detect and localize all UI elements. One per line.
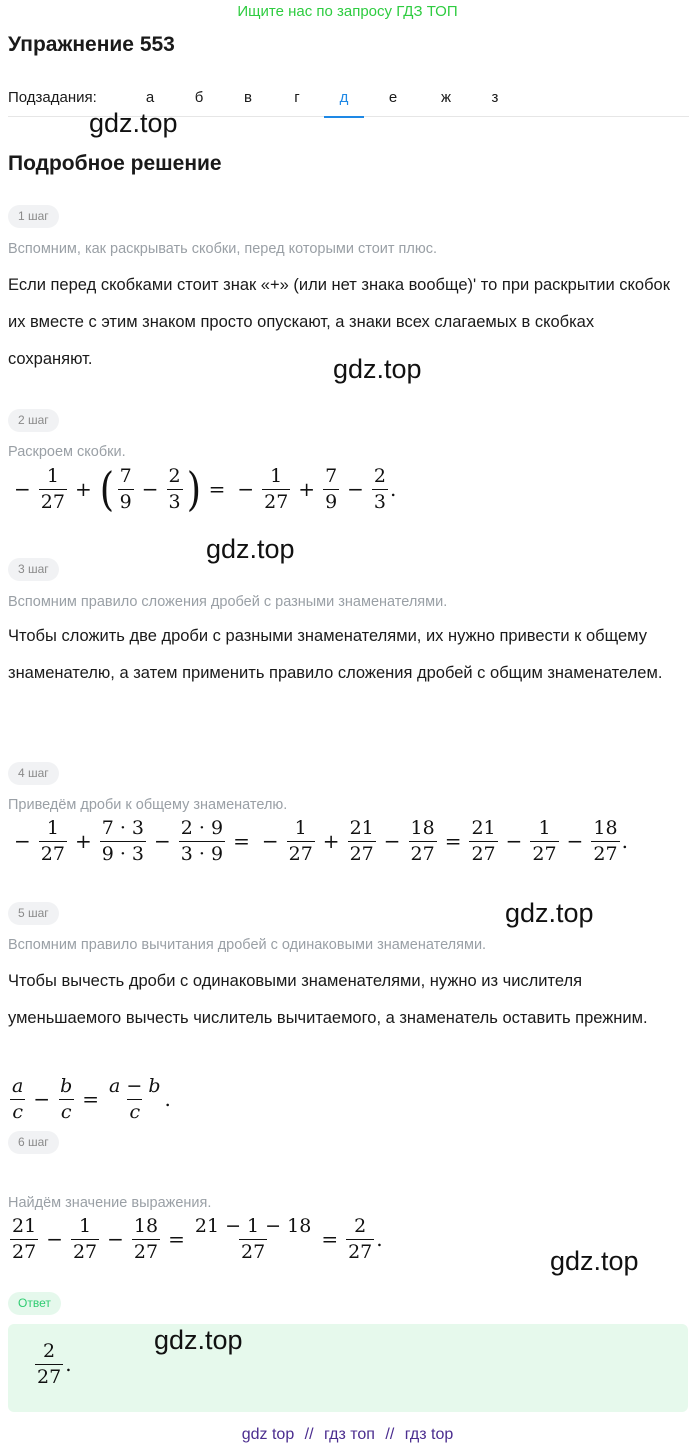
answer-numerator: 2	[43, 1340, 56, 1362]
tab-g[interactable]: г	[294, 89, 300, 106]
search-banner: Ищите нас по запросу ГДЗ ТОП	[237, 3, 458, 20]
step-badge: 5 шаг	[8, 902, 59, 925]
formula-step-5: $\frac{a}{c}$ − $\frac{b}{c}$ = $\frac{a - b}{c}$ .	[12, 1075, 171, 1123]
watermark: gdz.top	[550, 1246, 639, 1276]
footer-separator: //	[304, 1426, 314, 1443]
step-badge: 6 шаг	[8, 1131, 59, 1154]
tab-v[interactable]: в	[244, 89, 252, 106]
answer-badge: Ответ	[8, 1292, 61, 1315]
watermark: gdz.top	[154, 1325, 243, 1355]
footer-link[interactable]: gdz top	[241, 1426, 295, 1443]
watermark: gdz.top	[89, 108, 178, 138]
step-badge: 4 шаг	[8, 762, 59, 785]
step-badge: 3 шаг	[8, 558, 59, 581]
watermark: gdz.top	[505, 898, 594, 928]
formula-step-6: $\frac{21}{27}$ − $\frac{1}{27}$ − $\frac{18}{27}$ = $\frac{21 - 1 - 18}{27}$ = $\frac{2}{27}$ .	[12, 1215, 383, 1263]
watermark: gdz.top	[333, 354, 422, 384]
step-text: Чтобы вычесть дроби с одинаковыми знаменателями, нужно из числителя уменьшаемого вычесть числитель вычитаемого, а знаменатель оставить прежним.	[8, 972, 648, 1027]
footer-links	[0, 1426, 695, 1444]
step-text: Если перед скобками стоит знак «+» (или нет знака вообще)' то при раскрытии скобок их вместе с этим знаком просто опускают, а знаки всех слагаемых в скобках сохраняют.	[8, 276, 670, 368]
step-hint: Приведём дроби к общему знаменателю.	[8, 797, 288, 813]
tab-e[interactable]: е	[388, 89, 398, 106]
tab-a[interactable]: а	[145, 89, 155, 106]
formula-step-2: − $\frac{1}{27}$ + ( $\frac{7}{9}$ − $\frac{2}{3}$ ) = − $\frac{1}{27}$ + $\frac{7}{9}$ − $\frac{2}{3}$ .	[14, 462, 397, 517]
footer-link[interactable]: гдз top	[404, 1426, 454, 1443]
watermark: gdz.top	[206, 534, 295, 564]
step-text: Чтобы сложить две дроби с разными знаменателями, их нужно привести к общему знаменателю, а затем применить правило сложения дробей с общим знаменателем.	[8, 627, 663, 682]
tab-b[interactable]: б	[194, 89, 204, 106]
step-hint: Раскроем скобки.	[8, 444, 126, 460]
answer-box	[8, 1324, 688, 1412]
step-hint: Найдём значение выражения.	[8, 1195, 212, 1211]
page-title: Упражнение 553	[8, 33, 175, 56]
step-hint: Вспомним, как раскрывать скобки, перед которыми стоит плюс.	[8, 241, 438, 257]
answer-formula: $\frac{2}{27}$ .	[37, 1340, 72, 1388]
tab-z[interactable]: з	[491, 89, 499, 106]
footer-separator: //	[385, 1426, 395, 1443]
step-hint: Вспомним правило сложения дробей с разными знаменателями.	[8, 594, 448, 610]
formula-step-4: − $\frac{1}{27}$ + $\frac{7 \cdot 3}{9 \cdot 3}$ − $\frac{2 \cdot 9}{3 \cdot 9}$ = − $\frac{1}{27}$ + $\frac{21}{27}$ − $\frac{18}{27}$ = $\frac{21}{27}$ − $\frac{1}{27}$ − $\frac{18}{27}$ .	[14, 817, 628, 865]
step-hint: Вспомним правило вычитания дробей с одинаковыми знаменателями.	[8, 937, 487, 953]
tab-d[interactable]: д	[324, 89, 364, 118]
step-badge: 1 шаг	[8, 205, 59, 228]
step-badge: 2 шаг	[8, 409, 59, 432]
answer-denominator: 27	[37, 1365, 62, 1388]
subtasks-label: Подзадания:	[8, 89, 97, 106]
footer-link[interactable]: гдз топ	[324, 1426, 375, 1443]
section-title: Подробное решение	[8, 152, 222, 175]
tab-zh[interactable]: ж	[440, 89, 452, 106]
